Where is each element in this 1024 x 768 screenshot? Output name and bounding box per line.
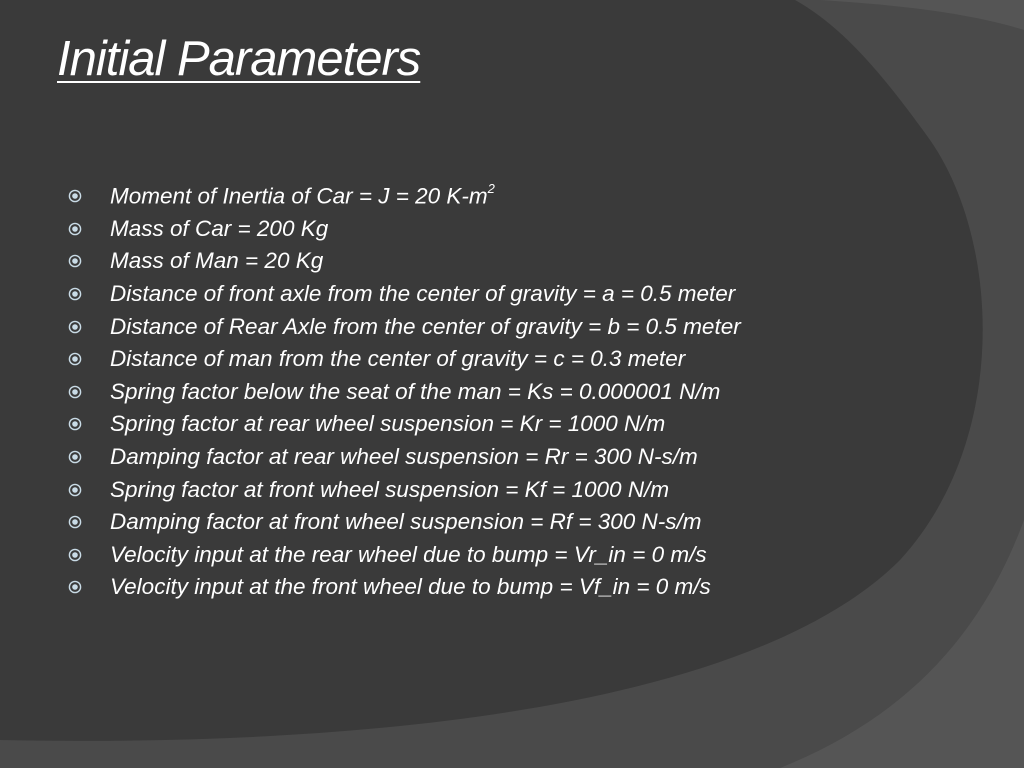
- list-item-text: Distance of man from the center of gravity = c = 0.3 meter: [110, 346, 686, 372]
- list-item-text: Spring factor at front wheel suspension = Kf = 1000 N/m: [110, 476, 670, 502]
- target-bullet-icon: [68, 222, 82, 236]
- list-item-text: Spring factor at rear wheel suspension = Kr = 1000 N/m: [110, 411, 666, 437]
- list-item-text: Spring factor below the seat of the man = Ks = 0.000001 N/m: [110, 378, 721, 404]
- list-item-text: Distance of Rear Axle from the center of gravity = b = 0.5 meter: [110, 313, 741, 339]
- target-bullet-icon: [68, 320, 82, 334]
- list-item: [68, 278, 741, 311]
- list-item-text: Moment of Inertia of Car = J = 20 $K-m^2$: [110, 181, 495, 209]
- list-item-text: Velocity input at the rear wheel due to bump = Vr_in = 0 m/s: [110, 541, 707, 567]
- target-bullet-icon: [68, 450, 82, 464]
- list-item: [68, 506, 741, 539]
- list-item: [68, 408, 741, 441]
- superscript: 2: [487, 181, 495, 197]
- slide-title: Initial Parameters: [57, 32, 421, 86]
- target-bullet-icon: [68, 417, 82, 431]
- list-item-text: Damping factor at front wheel suspension = Rf = 300 N-s/m: [110, 509, 702, 535]
- target-bullet-icon: [68, 189, 82, 203]
- target-bullet-icon: [68, 483, 82, 497]
- list-item: [68, 180, 741, 213]
- target-bullet-icon: [68, 515, 82, 529]
- list-item: [68, 213, 741, 246]
- list-item-text: Velocity input at the front wheel due to bump = Vf_in = 0 m/s: [110, 574, 711, 600]
- list-item: [68, 571, 741, 604]
- list-item-text: Damping factor at rear wheel suspension = Rr = 300 N-s/m: [110, 444, 698, 470]
- list-item-text: Mass of Man = 20 Kg: [110, 248, 324, 274]
- list-item-text: Distance of front axle from the center of gravity = a = 0.5 meter: [110, 281, 736, 307]
- target-bullet-icon: [68, 254, 82, 268]
- list-item: [68, 441, 741, 474]
- parameter-list: [68, 180, 741, 604]
- target-bullet-icon: [68, 385, 82, 399]
- target-bullet-icon: [68, 580, 82, 594]
- list-item: [68, 376, 741, 409]
- list-item: [68, 245, 741, 278]
- list-item: [68, 343, 741, 376]
- list-item: [68, 539, 741, 572]
- target-bullet-icon: [68, 548, 82, 562]
- target-bullet-icon: [68, 287, 82, 301]
- list-item: [68, 473, 741, 506]
- list-item-text: Mass of Car = 200 Kg: [110, 215, 329, 241]
- list-item: [68, 310, 741, 343]
- target-bullet-icon: [68, 352, 82, 366]
